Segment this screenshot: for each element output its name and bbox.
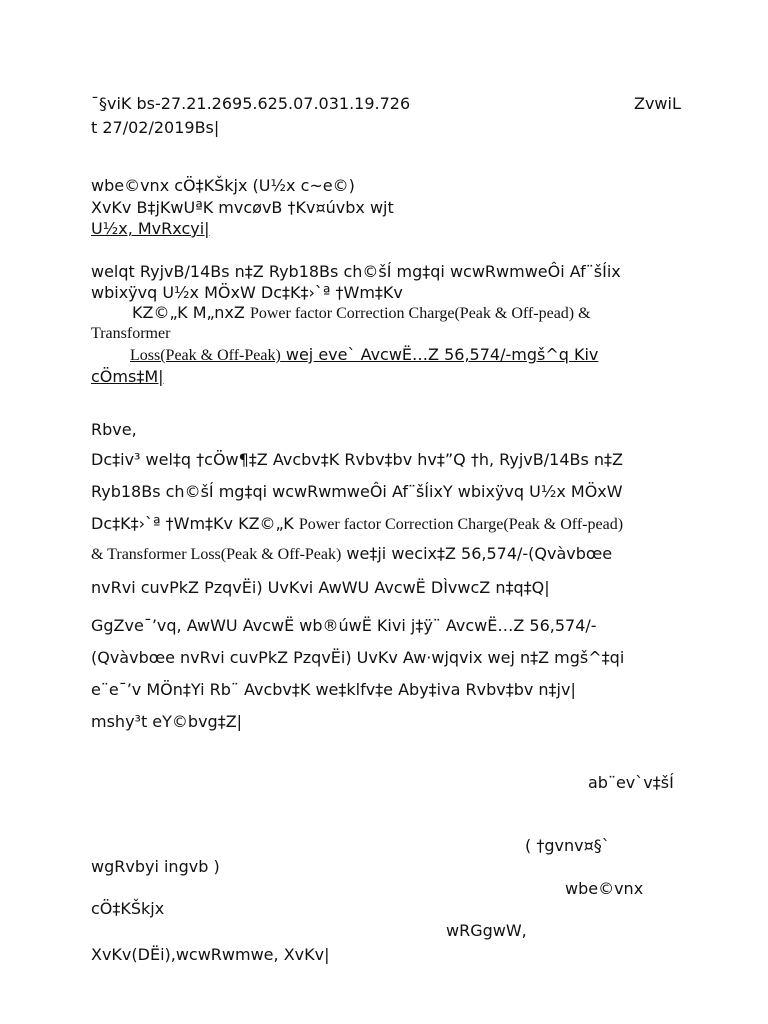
subject-line-5: [130, 345, 598, 366]
paragraph-2-line-2: (Qvàvbœe nvRvi cuvPkZ PzqvËi) UvKv Aw·wjqvix wej n‡Z mgš^‡qi: [91, 648, 625, 667]
recipient-organization: XvKv B‡jKwUªK mvcøvB †Kv¤úvbx wjt: [91, 198, 394, 217]
paragraph-1-line-4: [91, 544, 612, 565]
date-label: ZvwiL: [634, 94, 681, 113]
subject-line-3-english: Power factor Correction Charge(Peak & Off-pead) &: [249, 305, 591, 322]
closing-salutation: ab¨ev`v‡šÍ: [588, 773, 674, 792]
signatory-office: XvKv(DËi),wcwRwmwe, XvKv|: [91, 945, 330, 964]
signatory-designation: wbe©vnx: [565, 879, 644, 898]
paragraph-1-line-5: nvRvi cuvPkZ PzqvËi) UvKvi AwWU AvcwË DÌvwcZ n‡q‡Q|: [91, 578, 550, 597]
paragraph-2-line-3: e¨e¯’v MÖn‡Yi Rb¨ Avcbv‡K we‡klfv‡e Aby‡iva Rvbv‡bv n‡jv|: [91, 680, 576, 699]
signatory-title: cÖ‡KŠkjx: [91, 899, 165, 918]
salutation: Rbve,: [91, 420, 137, 439]
signatory-department: wRGgwW,: [446, 921, 527, 940]
recipient-address: U½x, MvRxcyi|: [91, 219, 210, 238]
subject-line-5-english: Loss(Peak & Off-Peak): [130, 347, 281, 364]
subject-line-3: [132, 303, 591, 324]
subject-line-3-bangla: KZ©„K M„nxZ: [132, 303, 245, 322]
paragraph-1-line-4-bangla: we‡ji wecix‡Z 56,574/-(Qvàvbœe: [341, 544, 613, 563]
paragraph-1-line-3: [91, 514, 623, 535]
subject-line-2: wbixÿvq U½x MÖxW Dc‡K‡›`ª †Wm‡Kv: [91, 283, 403, 302]
paragraph-2-line-1: GgZve¯’vq, AwWU AvcwË wb®úwË Kivi j‡ÿ¨ AvcwË…Z 56,574/-: [91, 616, 597, 635]
paragraph-1-line-1: Dc‡iv³ wel‡q †cÖw¶‡Z Avcbv‡K Rvbv‡bv hv‡”Q †h, RyjvB/14Bs n‡Z: [91, 450, 623, 469]
signatory-name-start: ( †gvnv¤§`: [525, 836, 610, 855]
subject-line-1: welqt RyjvB/14Bs n‡Z Ryb18Bs ch©šÍ mg‡qi wcwRwmweÔi Af¨šÍix: [91, 262, 621, 281]
recipient-title: wbe©vnx cÖ‡KŠkjx (U½x c~e©): [91, 176, 355, 195]
paragraph-1-line-2: Ryb18Bs ch©šÍ mg‡qi wcwRwmweÔi Af¨šÍixY wbixÿvq U½x MÖxW: [91, 482, 623, 501]
paragraph-1-line-3-english: Power factor Correction Charge(Peak & Off-pead): [298, 516, 624, 533]
paragraph-2-line-4: mshy³t eY©bvg‡Z|: [91, 712, 243, 731]
subject-line-6: cÖms‡M|: [91, 367, 164, 386]
date-value: t 27/02/2019Bs|: [91, 118, 220, 137]
signatory-name-end: wgRvbyi ingvb ): [91, 857, 220, 876]
paragraph-1-line-4-english: & Transformer Loss(Peak & Off-Peak): [91, 546, 342, 563]
subject-line-4: Transformer: [91, 325, 171, 342]
subject-line-5-bangla: wej eve` AvcwË…Z 56,574/-mgš^q Kiv: [280, 345, 599, 364]
paragraph-1-line-3-bangla: Dc‡K‡›`ª †Wm‡Kv KZ©„K: [91, 514, 294, 533]
memo-reference: ¯§viK bs-27.21.2695.625.07.031.19.726: [91, 94, 411, 113]
